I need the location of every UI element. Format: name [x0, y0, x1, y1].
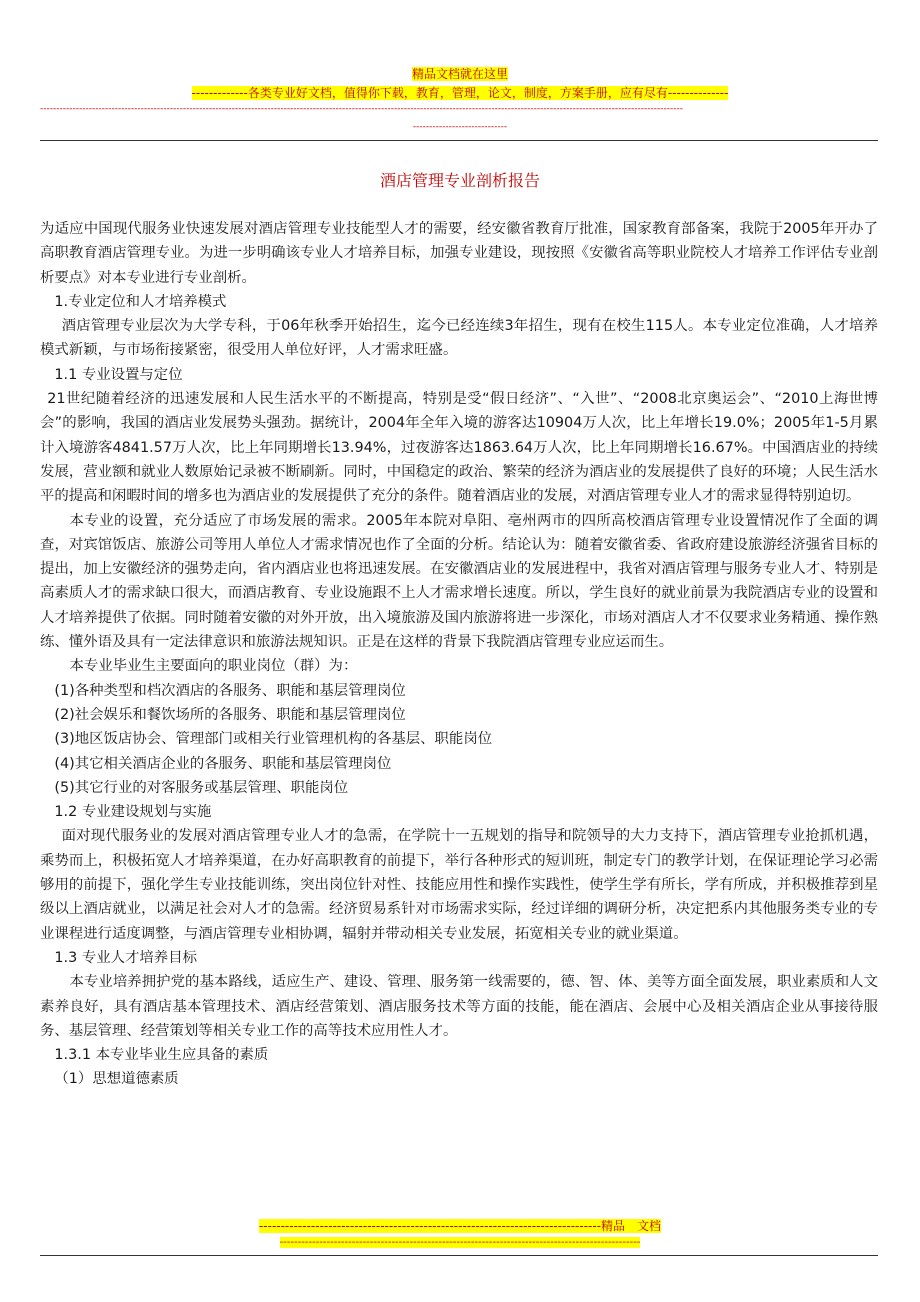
paragraph-intro: 为适应中国现代服务业快速发展对酒店管理专业技能型人才的需要，经安徽省教育厅批准，国家教育部备案，我院于2005年开办了高职教育酒店管理专业。为进一步明确该专业人才培养目标，加强专业建设，现按照《安徽省高等职业院校人才培养工作评估专业剖析要点》对本专业进行专业剖析。 — [40, 221, 878, 286]
footer-rule — [40, 1255, 878, 1256]
list-item-position-3: (3)地区饭店协会、管理部门或相关行业管理机构的各基层、职能岗位 — [54, 731, 493, 748]
subsection-heading-moral: （1）思想道德素质 — [54, 1071, 179, 1088]
list-item-position-5: (5)其它行业的对客服务或基层管理、职能岗位 — [54, 779, 349, 796]
footer-banner-dashes-text: ---------------------------------------------------------------------------------------------------- — [279, 1237, 641, 1248]
header-banner-title — [0, 66, 920, 82]
paragraph-market-demand: 本专业的设置，充分适应了市场发展的需求。2005年本院对阜阳、亳州两市的四所高校酒店管理专业设置情况作了全面的调查，对宾馆饭店、旅游公司等用人单位人才需求情况也作了全面的分析。结论认为：随着安徽省委、省政府建设旅游经济强省目标的提出，加上安徽经济的强势走向，省内酒店业也将迅速发展。在安徽酒店业的发展进程中，我省对酒店管理与服务专业人才、特别是高素质人才的需求缺口很大，而酒店教育、专业设施跟不上人才需求增长速度。所以，学生良好的就业前景为我院酒店专业的设置和人才培养提供了依据。同时随着安徽的对外开放，出入境旅游及国内旅游将进一步深化，市场对酒店人才不仅要求业务精通、操作熟练、懂外语及具有一定法律意识和旅游法规知识。正是在这样的背景下我院酒店管理专业应运而生。 — [40, 512, 878, 651]
header-banner-title-text: 精品文档就在这里 — [411, 67, 508, 81]
paragraph-construction-plan: 面对现代服务业的发展对酒店管理专业人才的急需，在学院十一五规划的指导和院领导的大力支持下，酒店管理专业抢抓机遇，乘势而上，积极拓宽人才培养渠道，在办好高职教育的前提下，举行各种形式的短训班，制定专门的教学计划，在保证理论学习必需够用的前提下，强化学生专业技能训练，突出岗位针对性、技能应用性和操作实践性，使学生学有所长，学有所成，并积极推荐到星级以上酒店就业，以满足社会对人才的急需。经济贸易系针对市场需求实际，经过详细的调研分析，决定把系内其他服务类专业的专业课程进行适度调整，与酒店管理专业相协调，辐射并带动相关专业发展，拓宽相关专业的就业渠道。 — [40, 828, 878, 942]
list-item-position-4: (4)其它相关酒店企业的各服务、职能和基层管理岗位 — [54, 755, 392, 772]
header-banner-tagline-text: -------------各类专业好文档，值得你下载，教育，管理，论文，制度，方案手册，应有尽有-------------- — [191, 86, 729, 100]
section-heading-1-1: 1.1 专业设置与定位 — [54, 366, 183, 383]
header-dash-separator: ------------------------------------------------------------------------------------------------------------------------------------------------------------------------------------------------------ — [40, 104, 684, 114]
document-title: 酒店管理专业剖析报告 — [379, 171, 540, 190]
footer-banner-text: -------------------------------------------------------------------------------精品 文档 — [258, 1219, 662, 1233]
header-dash-separator-short: ----------------------------- — [412, 122, 508, 132]
paragraph-training-goal: 本专业培养拥护党的基本路线，适应生产、建设、管理、服务第一线需要的，德、智、体、美等方面全面发展，职业素质和人文素养良好，具有酒店基本管理技术、酒店经营策划、酒店服务技术等方面的技能，能在酒店、会展中心及相关酒店企业从事接待服务、基层管理、经营策划等相关专业工作的高等技术应用性人才。 — [40, 974, 878, 1039]
document-body — [40, 217, 878, 1092]
section-heading-1-3: 1.3 专业人才培养目标 — [54, 949, 197, 966]
paragraph-job-positions-intro: 本专业毕业生主要面向的职业岗位（群）为： — [69, 658, 358, 675]
header-banner-tagline — [0, 85, 920, 101]
header-rule — [40, 140, 878, 141]
list-item-position-1: (1)各种类型和档次酒店的各服务、职能和基层管理岗位 — [54, 682, 406, 699]
section-heading-1-2: 1.2 专业建设规划与实施 — [54, 804, 212, 821]
paragraph-positioning: 酒店管理专业层次为大学专科，于06年秋季开始招生，迄今已经连续3年招生，现有在校生115人。本专业定位准确，人才培养模式新颖，与市场衔接紧密，很受用人单位好评，人才需求旺盛。 — [40, 318, 878, 359]
section-heading-1-3-1: 1.3.1 本专业毕业生应具备的素质 — [54, 1047, 269, 1064]
paragraph-industry-growth: 21世纪随着经济的迅速发展和人民生活水平的不断提高，特别是受“假日经济”、“入世”、“2008北京奥运会”、“2010上海世博会”的影响，我国的酒店业发展势头强劲。据统计，2004年全年入境的游客达10904万人次，比上年增长19.0%；2005年1-5月累计入境游客4841.57万人次，比上年同期增长13.94%，过夜游客达1863.64万人次，比上年同期增长16.67%。中国酒店业的持续发展，营业额和就业人数原始记录被不断刷新。同时，中国稳定的政治、繁荣的经济为酒店业的发展提供了良好的环境；人民生活水平的提高和闲暇时间的增多也为酒店业的发展提供了充分的条件。随着酒店业的发展，对酒店管理专业人才的需求显得特别迫切。 — [40, 391, 878, 505]
list-item-position-2: (2)社会娱乐和餐饮场所的各服务、职能和基层管理岗位 — [54, 706, 406, 723]
footer-banner-dashes — [0, 1236, 920, 1250]
footer-banner — [0, 1218, 920, 1234]
section-heading-1: 1.专业定位和人才培养模式 — [54, 293, 227, 310]
